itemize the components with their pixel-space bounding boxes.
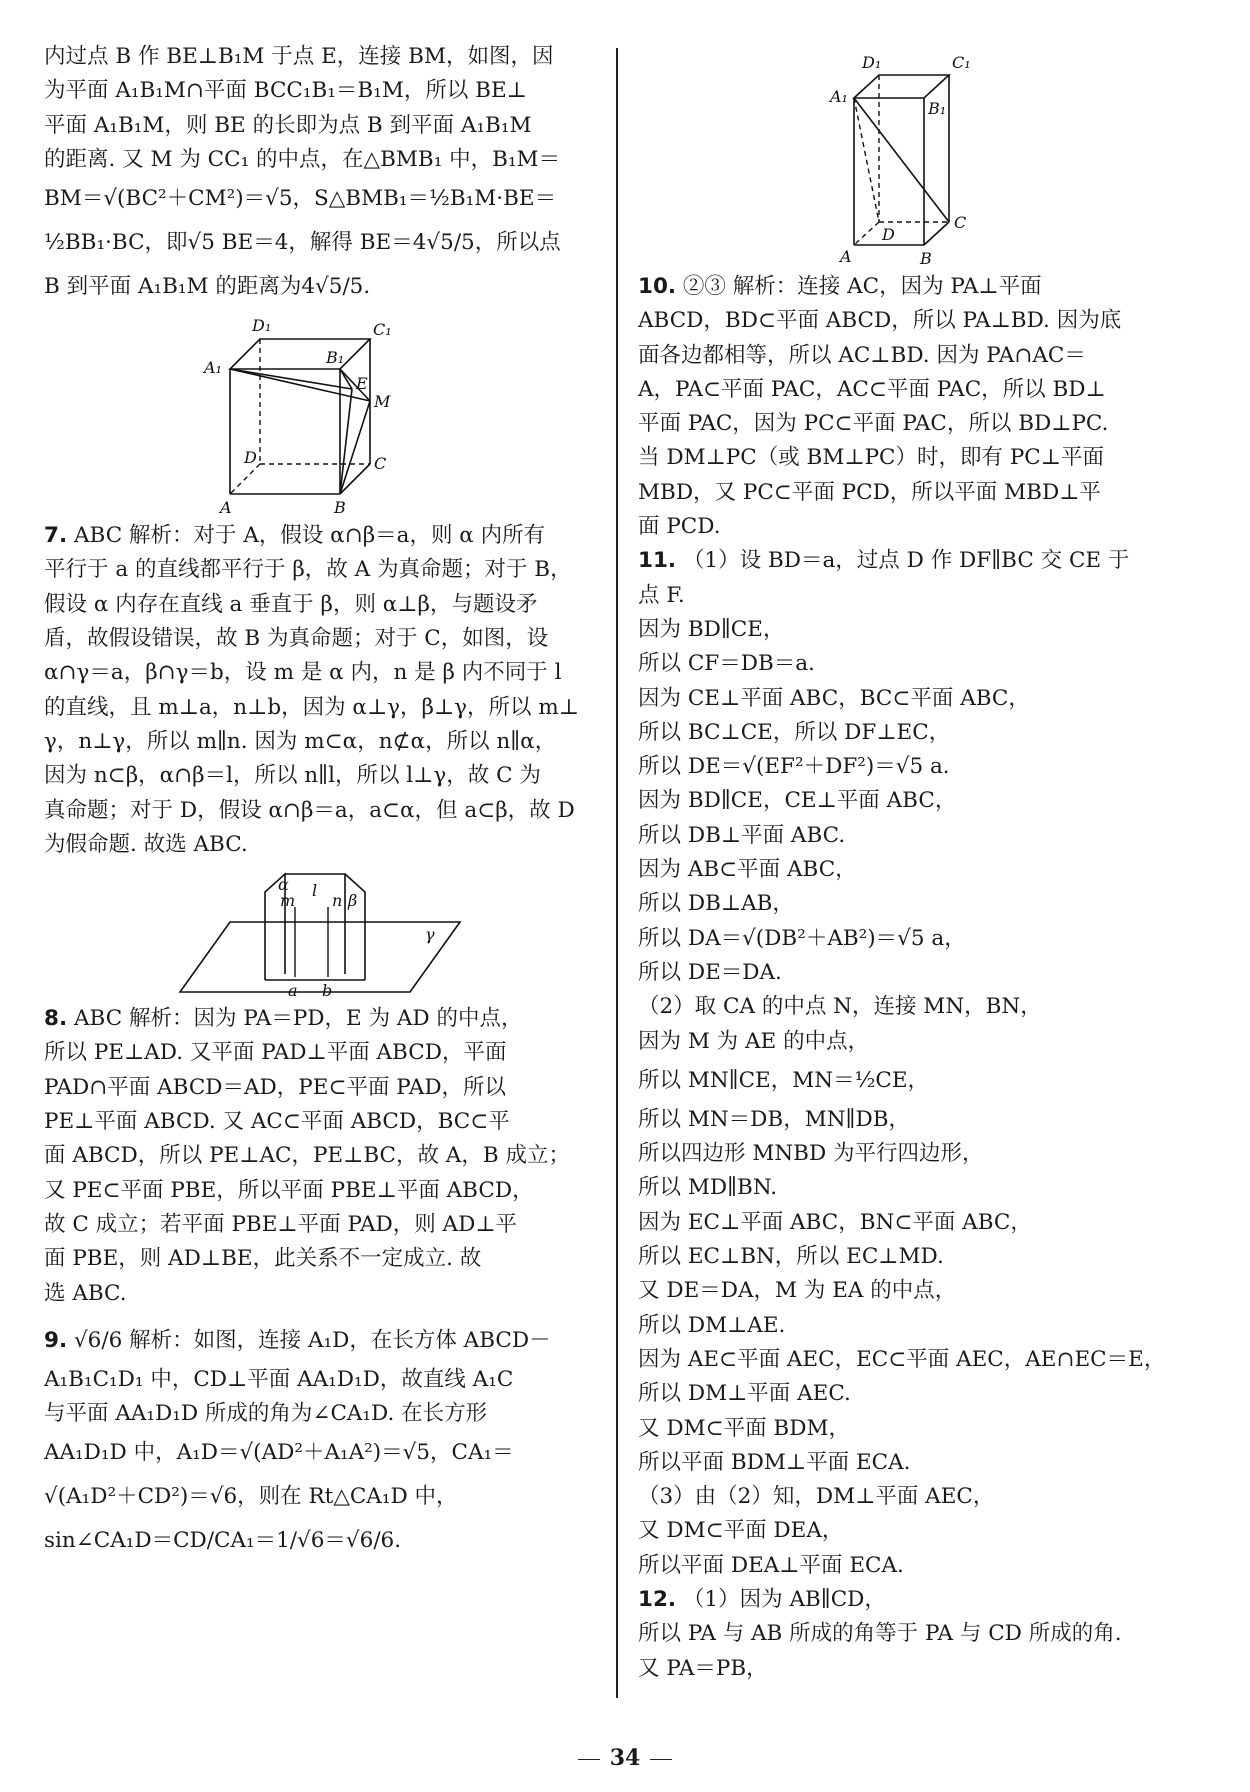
line-label: l (312, 881, 318, 901)
q10-solution (638, 270, 1190, 544)
text-line: 所以四边形 MNBD 为平行四边形， (638, 1141, 984, 1167)
text-line: PE⊥平面 ABCD. 又 AC⊂平面 ABCD，BC⊂平 (44, 1109, 510, 1135)
text-line: 平面 PAC，因为 PC⊂平面 PAC，所以 BD⊥PC. (638, 411, 1109, 437)
text-line: 真命题；对于 D，假设 α∩β＝a，a⊂α，但 a⊂β，故 D (44, 797, 575, 823)
text-line: ABCD，BD⊂平面 ABCD，所以 PA⊥BD. 因为底 (638, 308, 1122, 334)
text-line: γ，n⊥γ，所以 m∥n. 因为 m⊂α，n⊄α，所以 n∥α， (44, 728, 557, 754)
text-line: 所以 MN∥CE，MN＝½CE， (638, 1067, 930, 1093)
text-line: 又 PA＝PB， (638, 1655, 768, 1681)
text-line: 与平面 AA₁D₁D 所成的角为∠CA₁D. 在长方形 (44, 1401, 488, 1427)
q8-solution (44, 1002, 596, 1311)
text-line: 因为 EC⊥平面 ABC，BN⊂平面 ABC， (638, 1209, 1032, 1235)
vertex-label: D₁ (252, 316, 272, 336)
line-label: b (322, 981, 333, 1001)
vertex-label: A (840, 247, 852, 266)
vertex-label: A₁ (830, 87, 848, 106)
left-column (44, 40, 596, 1563)
text-line: 盾，故假设错误，故 B 为真命题；对于 C，如图，设 (44, 626, 549, 652)
question-number: 12. (638, 1586, 677, 1612)
text-line: A，PA⊂平面 PAC，AC⊂平面 PAC，所以 BD⊥ (638, 376, 1106, 402)
vertex-label: D₁ (862, 53, 882, 72)
text-line: B 到平面 A₁B₁M 的距离为4√5/5. (44, 274, 371, 300)
question-number: 8. (44, 1006, 68, 1032)
question-number: 11. (638, 548, 677, 574)
text-line: 又 DM⊂平面 DEA， (638, 1518, 844, 1544)
text-line: 所以平面 DEA⊥平面 ECA. (638, 1552, 904, 1578)
text-line: ABC 解析：对于 A，假设 α∩β＝a，则 α 内所有 (67, 523, 546, 549)
text-line: 为假命题. 故选 ABC. (44, 831, 248, 857)
page-number: 34 (609, 1745, 641, 1771)
vertex-label: D (244, 448, 257, 468)
text-line: MBD，又 PC⊂平面 PCD，所以平面 MBD⊥平 (638, 479, 1101, 505)
text-line: 所以 DA＝√(DB²＋AB²)＝√5 a， (638, 925, 966, 951)
plane-label: α (278, 875, 289, 895)
text-line: PAD∩平面 ABCD＝AD，PE⊂平面 PAD，所以 (44, 1074, 507, 1100)
text-line: 点 F. (638, 582, 685, 608)
text-line: 因为 AE⊂平面 AEC，EC⊂平面 AEC，AE∩EC＝E， (638, 1346, 1166, 1372)
text-line: AA₁D₁D 中，A₁D＝√(AD²＋A₁A²)＝√5，CA₁＝ (44, 1440, 514, 1466)
text-line: 所以 DM⊥AE. (638, 1312, 786, 1338)
q11-solution (638, 544, 1190, 1583)
cube-figure (200, 309, 440, 519)
text-line: sin∠CA₁D＝CD/CA₁＝1/√6＝√6/6. (44, 1528, 402, 1554)
text-line: 又 PE⊂平面 PBE，所以平面 PBE⊥平面 ABCD， (44, 1177, 534, 1203)
text-line: 因为 CE⊥平面 ABC，BC⊂平面 ABC， (638, 685, 1030, 711)
text-line: （3）由（2）知，DM⊥平面 AEC， (638, 1484, 995, 1510)
footer-dash (578, 1759, 600, 1760)
vertex-label: C (374, 454, 387, 474)
question-number: 7. (44, 523, 68, 549)
text-line: 所以平面 BDM⊥平面 ECA. (638, 1449, 911, 1475)
text-line: 所以 MD∥BN. (638, 1175, 778, 1201)
text-line: 所以 BC⊥CE，所以 DF⊥EC， (638, 719, 951, 745)
line-label: m (280, 891, 296, 911)
text-line: 的距离. 又 M 为 CC₁ 的中点，在△BMB₁ 中，B₁M＝ (44, 146, 561, 172)
line-label: a (288, 981, 298, 1001)
text-line: 因为 BD∥CE， (638, 616, 785, 642)
vertex-label: D (882, 225, 895, 244)
text-line: 面各边都相等，所以 AC⊥BD. 因为 PA∩AC＝ (638, 342, 1086, 368)
text-line: （2）取 CA 的中点 N，连接 MN，BN， (638, 994, 1042, 1020)
vertex-label: M (374, 392, 391, 412)
text-line: 平面 A₁B₁M，则 BE 的长即为点 B 到平面 A₁B₁M (44, 112, 532, 138)
footer-dash (650, 1759, 672, 1760)
text-line: 所以 MN＝DB，MN∥DB， (638, 1106, 910, 1132)
text-line: 又 DM⊂平面 BDM， (638, 1415, 850, 1441)
question-number: 9. (44, 1327, 68, 1353)
text-line: 平行于 a 的直线都平行于 β，故 A 为真命题；对于 B， (44, 557, 572, 583)
vertex-label: C (954, 213, 967, 232)
page-footer (0, 1745, 1250, 1771)
vertex-label: A₁ (204, 358, 222, 378)
text-line: 所以 DE＝DA. (638, 959, 782, 985)
line-label: n (332, 891, 343, 911)
planes-figure (170, 862, 470, 1002)
q7-solution (44, 519, 596, 862)
text-line: 因为 M 为 AE 的中点， (638, 1028, 870, 1054)
text-line: 选 ABC. (44, 1280, 127, 1306)
vertex-label: B (920, 249, 932, 268)
text-line: 所以 DB⊥平面 ABC. (638, 822, 846, 848)
vertex-label: E (356, 374, 368, 394)
text-line: 的直线，且 m⊥a，n⊥b，因为 α⊥γ，β⊥γ，所以 m⊥ (44, 694, 579, 720)
vertex-label: A (220, 498, 232, 518)
text-line: 所以 DM⊥平面 AEC. (638, 1381, 851, 1407)
text-line: 所以 CF＝DB＝a. (638, 651, 815, 677)
text-line: A₁B₁C₁D₁ 中，CD⊥平面 AA₁D₁D，故直线 A₁C (44, 1366, 514, 1392)
rectangular-box-figure (814, 40, 1014, 270)
text-line: 因为 BD∥CE，CE⊥平面 ABC， (638, 788, 957, 814)
text-line: 所以 DE＝√(EF²＋DF²)＝√5 a. (638, 754, 950, 780)
text-line: 当 DM⊥PC（或 BM⊥PC）时，即有 PC⊥平面 (638, 445, 1104, 471)
text-line: 面 PCD. (638, 514, 721, 540)
right-column (638, 40, 1190, 1686)
text-line: 所以 EC⊥BN，所以 EC⊥MD. (638, 1244, 944, 1270)
vertex-label: B (334, 498, 346, 518)
text-line: 面 ABCD，所以 PE⊥AC，PE⊥BC，故 A，B 成立； (44, 1143, 570, 1169)
plane-label: γ (425, 925, 435, 945)
text-line: √(A₁D²＋CD²)＝√6，则在 Rt△CA₁D 中， (44, 1484, 458, 1510)
q6-solution-continued (44, 40, 596, 309)
text-line: 为平面 A₁B₁M∩平面 BCC₁B₁＝B₁M，所以 BE⊥ (44, 78, 527, 104)
text-line: 面 PBE，则 AD⊥BE，此关系不一定成立. 故 (44, 1246, 482, 1272)
text-line: （1）因为 AB∥CD， (676, 1586, 886, 1612)
text-line: ②③ 解析：连接 AC，因为 PA⊥平面 (676, 274, 1042, 299)
text-line: 因为 AB⊂平面 ABC， (638, 857, 857, 883)
text-line: √6/6 解析：如图，连接 A₁D，在长方体 ABCD－ (67, 1327, 551, 1353)
question-number: 10. (638, 274, 677, 299)
plane-label: β (348, 891, 358, 911)
text-line: 所以 PA 与 AB 所成的角等于 PA 与 CD 所成的角. (638, 1621, 1122, 1647)
text-line: 故 C 成立；若平面 PBE⊥平面 PAD，则 AD⊥平 (44, 1211, 518, 1237)
text-line: （1）设 BD＝a，过点 D 作 DF∥BC 交 CE 于 (676, 548, 1130, 574)
text-line: BM＝√(BC²＋CM²)＝√5，S△BMB₁＝½B₁M·BE＝ (44, 186, 557, 212)
column-divider (616, 48, 618, 1698)
vertex-label: C₁ (373, 320, 392, 340)
text-line: 假设 α 内存在直线 a 垂直于 β，则 α⊥β，与题设矛 (44, 591, 538, 617)
vertex-label: B₁ (326, 348, 345, 368)
vertex-label: C₁ (952, 53, 971, 72)
q9-solution (44, 1319, 596, 1564)
text-line: 内过点 B 作 BE⊥B₁M 于点 E，连接 BM，如图，因 (44, 44, 554, 69)
text-line: ½BB₁·BC，即√5 BE＝4，解得 BE＝4√5/5，所以点 (44, 230, 561, 256)
text-line: ABC 解析：因为 PA＝PD，E 为 AD 的中点， (67, 1006, 523, 1032)
text-line: 所以 DB⊥AB， (638, 891, 794, 917)
text-line: 所以 PE⊥AD. 又平面 PAD⊥平面 ABCD，平面 (44, 1040, 507, 1066)
text-line: 又 DE＝DA，M 为 EA 的中点， (638, 1278, 957, 1304)
q12-solution (638, 1583, 1190, 1686)
vertex-label: B₁ (928, 99, 947, 118)
text-line: 因为 n⊂β，α∩β＝l，所以 n∥l，所以 l⊥γ，故 C 为 (44, 763, 541, 789)
text-line: α∩γ＝a，β∩γ＝b，设 m 是 α 内，n 是 β 内不同于 l (44, 660, 562, 686)
